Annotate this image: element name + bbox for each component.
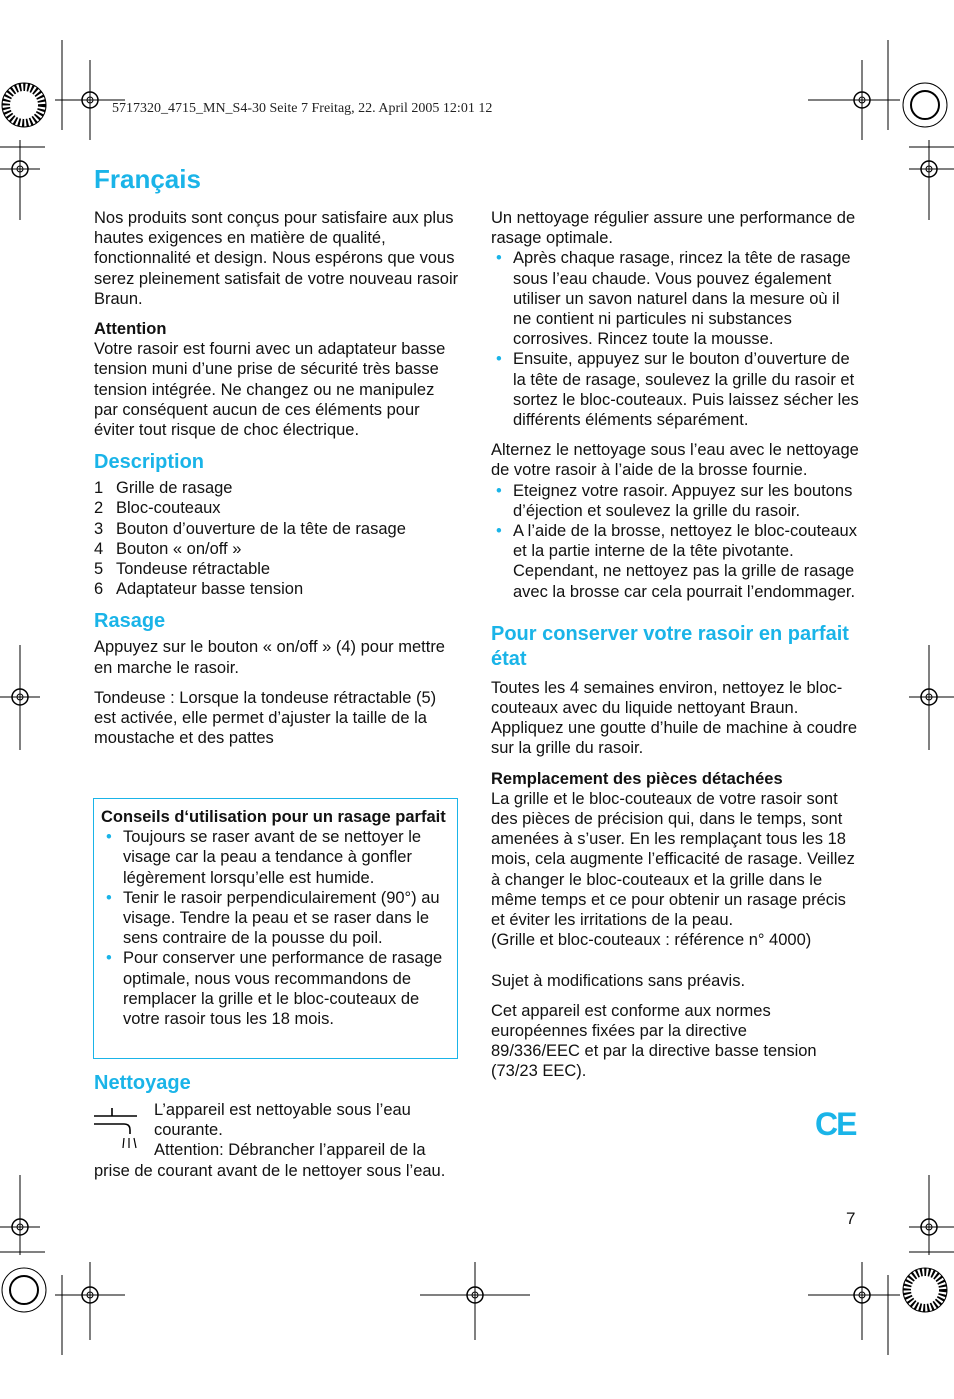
- ce-mark-icon: CE: [815, 1106, 856, 1142]
- starburst-top-right: [903, 83, 947, 127]
- tips-list: [101, 827, 451, 1029]
- list-item: • Ensuite, appuyez sur le bouton d’ouverture de la tête de rasage, soulevez la grille du rasoir et sortez le bloc-couteaux. Puis laissez sécher les différents éléments séparément.: [491, 349, 859, 430]
- rasage-heading: Rasage: [94, 610, 166, 633]
- cleaning-intro: Un nettoyage régulier assure une performance de rasage optimale.: [491, 209, 856, 248]
- ce-compliance-text: Cet appareil est conforme aux normes européennes fixées par la directive 89/336/EEC et par la directive basse tension (73/23 EEC).: [491, 1001, 817, 1081]
- tips-title: Conseils d‘utilisation pour un rasage parfait: [101, 808, 446, 826]
- attention-text: Votre rasoir est fourni avec un adaptateur basse tension muni d’une prise de sécurité très basse tension intégrée. Ne changez ou ne manipulez par conséquent aucun de ces éléments pour éviter tout risque de choc électrique.: [94, 340, 446, 440]
- nettoyage-text: [94, 1100, 462, 1181]
- cleaning-list-2: [491, 481, 859, 602]
- conserve-text: Toutes les 4 semaines environ, nettoyez le bloc-couteaux avec du liquide nettoyant Braun. Appliquez une goutte d’huile de machine à coudre sur la grille du rasoir.: [491, 678, 858, 758]
- rasage-paragraph-2: Tondeuse : Lorsque la tondeuse rétractable (5) est activée, elle permet d’ajuster la taille de la moustache et des pattes: [94, 688, 437, 748]
- list-item: • Après chaque rasage, rincez la tête de rasage sous l’eau chaude. Vous pouvez également utiliser un savon naturel dans la mesure où il ne contient ni particules ni substances corrosives. Rincez toute la mousse.: [491, 248, 859, 349]
- starburst-bottom-right: [903, 1268, 947, 1312]
- brush-paragraph: Alternez le nettoyage sous l’eau avec le nettoyage de votre rasoir à l’aide de la brosse fournie.: [491, 441, 859, 480]
- reg-right-middle: [909, 645, 954, 750]
- nettoyage-heading: Nettoyage: [94, 1072, 191, 1094]
- list-item: 2 Bloc-couteaux: [94, 499, 221, 518]
- description-heading: Description: [94, 451, 205, 474]
- attention-label: Attention: [94, 320, 167, 339]
- description-list: [94, 478, 462, 599]
- list-item: 1 Grille de rasage: [94, 479, 233, 498]
- replacement-reference: (Grille et bloc-couteaux : référence n° 4000): [491, 931, 812, 950]
- nettoyage-paragraph-1: L’appareil est nettoyable sous l’eau courante.: [154, 1101, 411, 1140]
- replacement-text: La grille et le bloc-couteaux de votre rasoir sont des pièces de précision qui, dans le temps, sont amenées à s’user. En les remplaçant tous les 18 mois, cela augmente l’efficacité de rasage. Veillez à changer le bloc-couteaux et la grille dans le même temps et ce pour obtenir un rasage précis et éviter les irritations de la peau.: [491, 789, 855, 930]
- replacement-label: Remplacement des pièces détachées: [491, 769, 783, 788]
- tips-box: [93, 798, 458, 1059]
- list-item: • Tenir le rasoir perpendiculairement (90°) au visage. Tendre la peau et se raser dans le sens contraire de la pousse du poil.: [101, 888, 451, 949]
- crop-mark-bottom-center: [420, 1262, 530, 1340]
- list-item: • Eteignez votre rasoir. Appuyez sur les boutons d’éjection et soulevez la grille du rasoir.: [491, 481, 859, 521]
- right-column: [491, 208, 859, 1082]
- intro-paragraph: Nos produits sont conçus pour satisfaire aux plus hautes exigences en matière de qualité, fonctionnalité et design. Nous espérons que vous serez pleinement satisfait de votre nouveau rasoir Braun.: [94, 209, 459, 308]
- starburst-bottom-left: [2, 1268, 46, 1312]
- reg-left-middle: [0, 645, 40, 750]
- list-item: • A l’aide de la brosse, nettoyez le bloc-couteaux et la partie interne de la tête pivotante. Cependant, ne nettoyez pas la grille de rasage avec la brosse car cela pourrait l’endommager.: [491, 521, 859, 602]
- reg-right-lower: [909, 1175, 954, 1255]
- page-title: Français: [94, 164, 201, 194]
- left-column: [94, 208, 462, 748]
- list-item: 3 Bouton d’ouverture de la tête de rasage: [94, 519, 406, 538]
- reg-left-lower: [0, 1175, 40, 1255]
- list-item: • Pour conserver une performance de rasage optimale, nous vous recommandons de remplacer la grille et le bloc-couteaux de votre rasoir tous les 18 mois.: [101, 948, 451, 1029]
- crop-mark-bottom-right: [808, 1252, 954, 1355]
- notice-text: Sujet à modifications sans préavis.: [491, 971, 746, 990]
- starburst-top-left: [2, 83, 46, 127]
- list-item: 6 Adaptateur basse tension: [94, 580, 304, 599]
- nettoyage-paragraph-2: Attention: Débrancher l’appareil de la prise de courant avant de le nettoyer sous l’eau.: [94, 1141, 446, 1180]
- crop-mark-top-left: [0, 40, 125, 147]
- conserve-heading: Pour conserver votre rasoir en parfait état: [491, 622, 849, 670]
- rasage-paragraph-1: Appuyez sur le bouton « on/off » (4) pour mettre en marche le rasoir.: [94, 638, 445, 677]
- cleaning-list-1: [491, 248, 859, 430]
- reg-left-upper: [0, 140, 40, 220]
- reg-right-upper: [909, 140, 954, 220]
- page-number: 7: [846, 1209, 856, 1228]
- list-item: 4 Bouton « on/off »: [94, 539, 242, 558]
- list-item: • Toujours se raser avant de se nettoyer le visage car la peau a tendance à gonfler légèrement lorsqu’elle est humide.: [101, 827, 451, 888]
- print-header: 5717320_4715_MN_S4-30 Seite 7 Freitag, 22. April 2005 12:01 12: [112, 101, 493, 116]
- list-item: 5 Tondeuse rétractable: [94, 560, 271, 579]
